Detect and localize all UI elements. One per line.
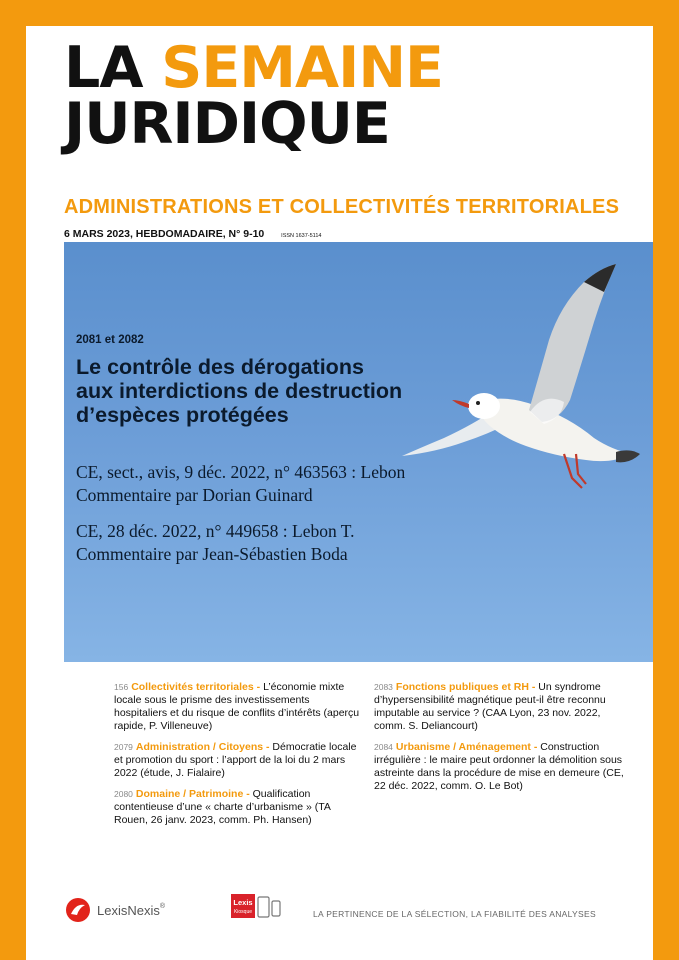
article-category: Collectivités territoriales - [131,681,261,693]
lexis-kiosque-logo [231,893,281,924]
article-summary: Démocratie locale et promotion du sport : l’apport de la loi du 2 mars 2022 (étude, J. Fialaire) [114,741,357,779]
case-author: Commentaire par Dorian Guinard [76,485,313,505]
case-author: Commentaire par Jean-Sébastien Boda [76,544,348,564]
article-number: 2083 [374,682,393,692]
masthead-title [64,35,443,157]
case-citation: CE, sect., avis, 9 déc. 2022, n° 463563 : Lebon [76,462,406,482]
summary-item [114,788,362,827]
case-citation: CE, 28 déc. 2022, n° 449658 : Lebon T. [76,521,355,541]
article-number: 2084 [374,742,393,752]
issue-date: 6 MARS 2023, HEBDOMADAIRE, N° 9-10 [64,228,265,240]
article-category: Administration / Citoyens - [135,741,270,753]
article-summary: Un syndrome d’hypersensibilité magnétique peut-il être reconnu imputable au service ? (CAA Lyon, 23 nov. 2022, comm. S. Deliancourt) [374,681,606,732]
headline-line: d’espèces protégées [76,403,289,427]
headline-line: Le contrôle des dérogations [76,355,364,379]
kiosque-lexis-text: Lexis [233,898,253,907]
title-juridique: JURIDIQUE [64,91,390,157]
article-category: Domaine / Patrimoine - [135,788,250,800]
summary-item [374,681,624,733]
kiosque-devices-icon [231,893,281,919]
headline-line: aux interdictions de destruction [76,379,403,403]
article-number: 156 [114,682,129,692]
feature-references: 2081 et 2082 [76,334,144,346]
lexisnexis-emblem-icon [65,897,91,923]
seagull-illustration [64,242,653,662]
article-number: 2079 [114,742,133,752]
footer-tagline: LA PERTINENCE DE LA SÉLECTION, LA FIABILITÉ DES ANALYSES [313,909,596,919]
article-summary: Construction irrégulière : le maire peut ordonner la démolition sous astreinte dans la procédure de mise en demeure (CE, 22 déc. 2022, comm. O. Le Bot) [374,741,624,792]
article-summary: Qualification contentieuse d’une « charte d’urbanisme » (TA Rouen, 26 janv. 2023, comm. Ph. Hansen) [114,788,331,826]
summary-column-left [114,681,362,835]
article-category: Fonctions publiques et RH - [395,681,536,693]
publication-subtitle: ADMINISTRATIONS ET COLLECTIVITÉS TERRITORIALES [64,196,620,218]
case-reference-1 [76,461,546,507]
article-category: Urbanisme / Aménagement - [395,741,538,753]
cover-page [26,26,653,960]
issue-dateline [64,228,321,240]
cover-photo [64,242,653,662]
article-summary: L’économie mixte locale sous le prisme des investissements hospitaliers et du risque de conflits d’intérêts (aperçu rapide, P. Villeneuve) [114,681,360,732]
article-number: 2080 [114,789,133,799]
summary-item [374,741,624,793]
summary-item [114,741,362,780]
summary-item [114,681,362,733]
summary-column-right [374,681,624,801]
title-semaine: SEMAINE [161,35,443,101]
feature-headline [76,355,546,427]
lexisnexis-logo [65,897,165,923]
registered-mark: ® [159,902,166,910]
issn-number: ISSN 1637-5114 [281,233,322,239]
case-reference-2 [76,520,546,566]
title-la: LA [64,35,143,101]
brand-name [97,903,165,918]
kiosque-word-text: Kiosque [233,909,253,915]
brand-name-text: LexisNexis [97,902,160,918]
